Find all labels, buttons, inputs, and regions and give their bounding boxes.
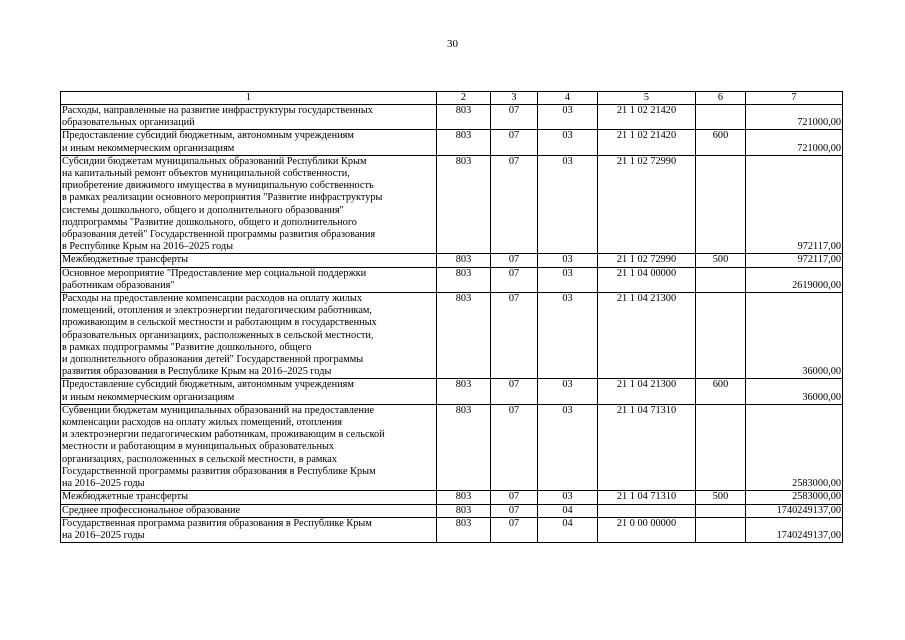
row-ministry-code: 803 [437,105,491,130]
row-expense-type [696,293,746,379]
row-description: Межбюджетные трансферты [61,254,437,267]
row-ministry-code: 803 [437,130,491,155]
row-section-code: 07 [491,155,538,254]
row-subsection-code: 04 [538,517,598,542]
row-amount: 721000,00 [746,130,843,155]
row-amount: 2583000,00 [746,491,843,504]
row-target-article [598,504,696,517]
row-description: Расходы на предоставление компенсации расходов на оплату жилых помещений, отопления и электроэнергии педагогическим работникам, проживающим в сельской местности и работающим в государственных образовательных организациях, расположенных в сельской местности, в рамках подпрограммы "Развитие дошкольного, общего и дополнительного образования детей" Государственной программы развития образования в Республике Крым на 2016–2025 годы [61,293,437,379]
table-row [61,155,843,254]
row-subsection-code: 03 [538,404,598,490]
row-description: Предоставление субсидий бюджетным, автономным учреждениям и иным некоммерческим организациям [61,130,437,155]
row-target-article: 21 1 02 72990 [598,155,696,254]
row-subsection-code: 03 [538,130,598,155]
row-subsection-code: 03 [538,293,598,379]
column-header: 3 [491,92,538,105]
row-target-article: 21 1 02 21420 [598,105,696,130]
row-description: Государственная программа развития образования в Республике Крым на 2016–2025 годы [61,517,437,542]
row-ministry-code: 803 [437,254,491,267]
row-amount: 2583000,00 [746,404,843,490]
row-subsection-code: 04 [538,504,598,517]
row-expense-type [696,404,746,490]
table-row [61,491,843,504]
row-target-article: 21 1 04 21300 [598,293,696,379]
table-header-row [61,92,843,105]
row-expense-type: 600 [696,130,746,155]
row-expense-type [696,517,746,542]
row-amount: 36000,00 [746,293,843,379]
row-expense-type: 500 [696,491,746,504]
row-expense-type [696,267,746,292]
row-section-code: 07 [491,517,538,542]
table-row [61,254,843,267]
row-ministry-code: 803 [437,491,491,504]
row-section-code: 07 [491,491,538,504]
row-subsection-code: 03 [538,254,598,267]
row-section-code: 07 [491,404,538,490]
column-header: 2 [437,92,491,105]
row-target-article: 21 1 02 21420 [598,130,696,155]
table-row [61,504,843,517]
column-header: 1 [61,92,437,105]
row-ministry-code: 803 [437,293,491,379]
row-description: Основное мероприятие "Предоставление мер социальной поддержки работникам образования" [61,267,437,292]
row-description: Субвенции бюджетам муниципальных образований на предоставление компенсации расходов на оплату жилых помещений, отопления и электроэнергии педагогическим работникам, проживающим в сельской местности и работающим в муниципальных образовательных организациях, расположенных в сельской местности, в рамках Государственной программы развития образования в Республике Крым на 2016–2025 годы [61,404,437,490]
row-amount: 1740249137,00 [746,504,843,517]
table-row [61,404,843,490]
row-section-code: 07 [491,504,538,517]
budget-table [60,91,843,543]
row-subsection-code: 03 [538,379,598,404]
table-row [61,105,843,130]
row-ministry-code: 803 [437,155,491,254]
row-section-code: 07 [491,105,538,130]
row-expense-type: 600 [696,379,746,404]
row-section-code: 07 [491,130,538,155]
row-target-article: 21 0 00 00000 [598,517,696,542]
row-section-code: 07 [491,379,538,404]
row-target-article: 21 1 04 71310 [598,491,696,504]
row-expense-type: 500 [696,254,746,267]
row-amount: 972117,00 [746,254,843,267]
column-header: 4 [538,92,598,105]
row-subsection-code: 03 [538,105,598,130]
row-amount: 36000,00 [746,379,843,404]
column-header: 5 [598,92,696,105]
table-row [61,517,843,542]
table-row [61,293,843,379]
row-target-article: 21 1 04 00000 [598,267,696,292]
row-ministry-code: 803 [437,504,491,517]
row-section-code: 07 [491,267,538,292]
row-description: Субсидии бюджетам муниципальных образований Республики Крым на капитальный ремонт объектов муниципальной собственности, приобретение движимого имущества в муниципальную собственность в рамках реализации основного мероприятия "Развитие инфраструктуры системы дошкольного, общего и дополнительного образования" подпрограммы "Развитие дошкольного, общего и дополнительного образования детей" Государственной программы развития образования в Республике Крым на 2016–2025 годы [61,155,437,254]
row-expense-type [696,155,746,254]
row-ministry-code: 803 [437,267,491,292]
row-amount: 721000,00 [746,105,843,130]
page-number: 30 [447,38,458,50]
row-amount: 972117,00 [746,155,843,254]
row-section-code: 07 [491,293,538,379]
row-subsection-code: 03 [538,267,598,292]
row-subsection-code: 03 [538,155,598,254]
row-ministry-code: 803 [437,379,491,404]
row-target-article: 21 1 04 71310 [598,404,696,490]
row-amount: 1740249137,00 [746,517,843,542]
row-amount: 2619000,00 [746,267,843,292]
row-description: Межбюджетные трансферты [61,491,437,504]
column-header: 7 [746,92,843,105]
row-target-article: 21 1 04 21300 [598,379,696,404]
row-section-code: 07 [491,254,538,267]
table-row [61,130,843,155]
row-ministry-code: 803 [437,517,491,542]
table-row [61,379,843,404]
row-description: Среднее профессиональное образование [61,504,437,517]
row-subsection-code: 03 [538,491,598,504]
row-description: Расходы, направленные на развитие инфраструктуры государственных образовательных организаций [61,105,437,130]
column-header: 6 [696,92,746,105]
row-expense-type [696,105,746,130]
row-expense-type [696,504,746,517]
table-row [61,267,843,292]
row-target-article: 21 1 02 72990 [598,254,696,267]
row-ministry-code: 803 [437,404,491,490]
row-description: Предоставление субсидий бюджетным, автономным учреждениям и иным некоммерческим организациям [61,379,437,404]
